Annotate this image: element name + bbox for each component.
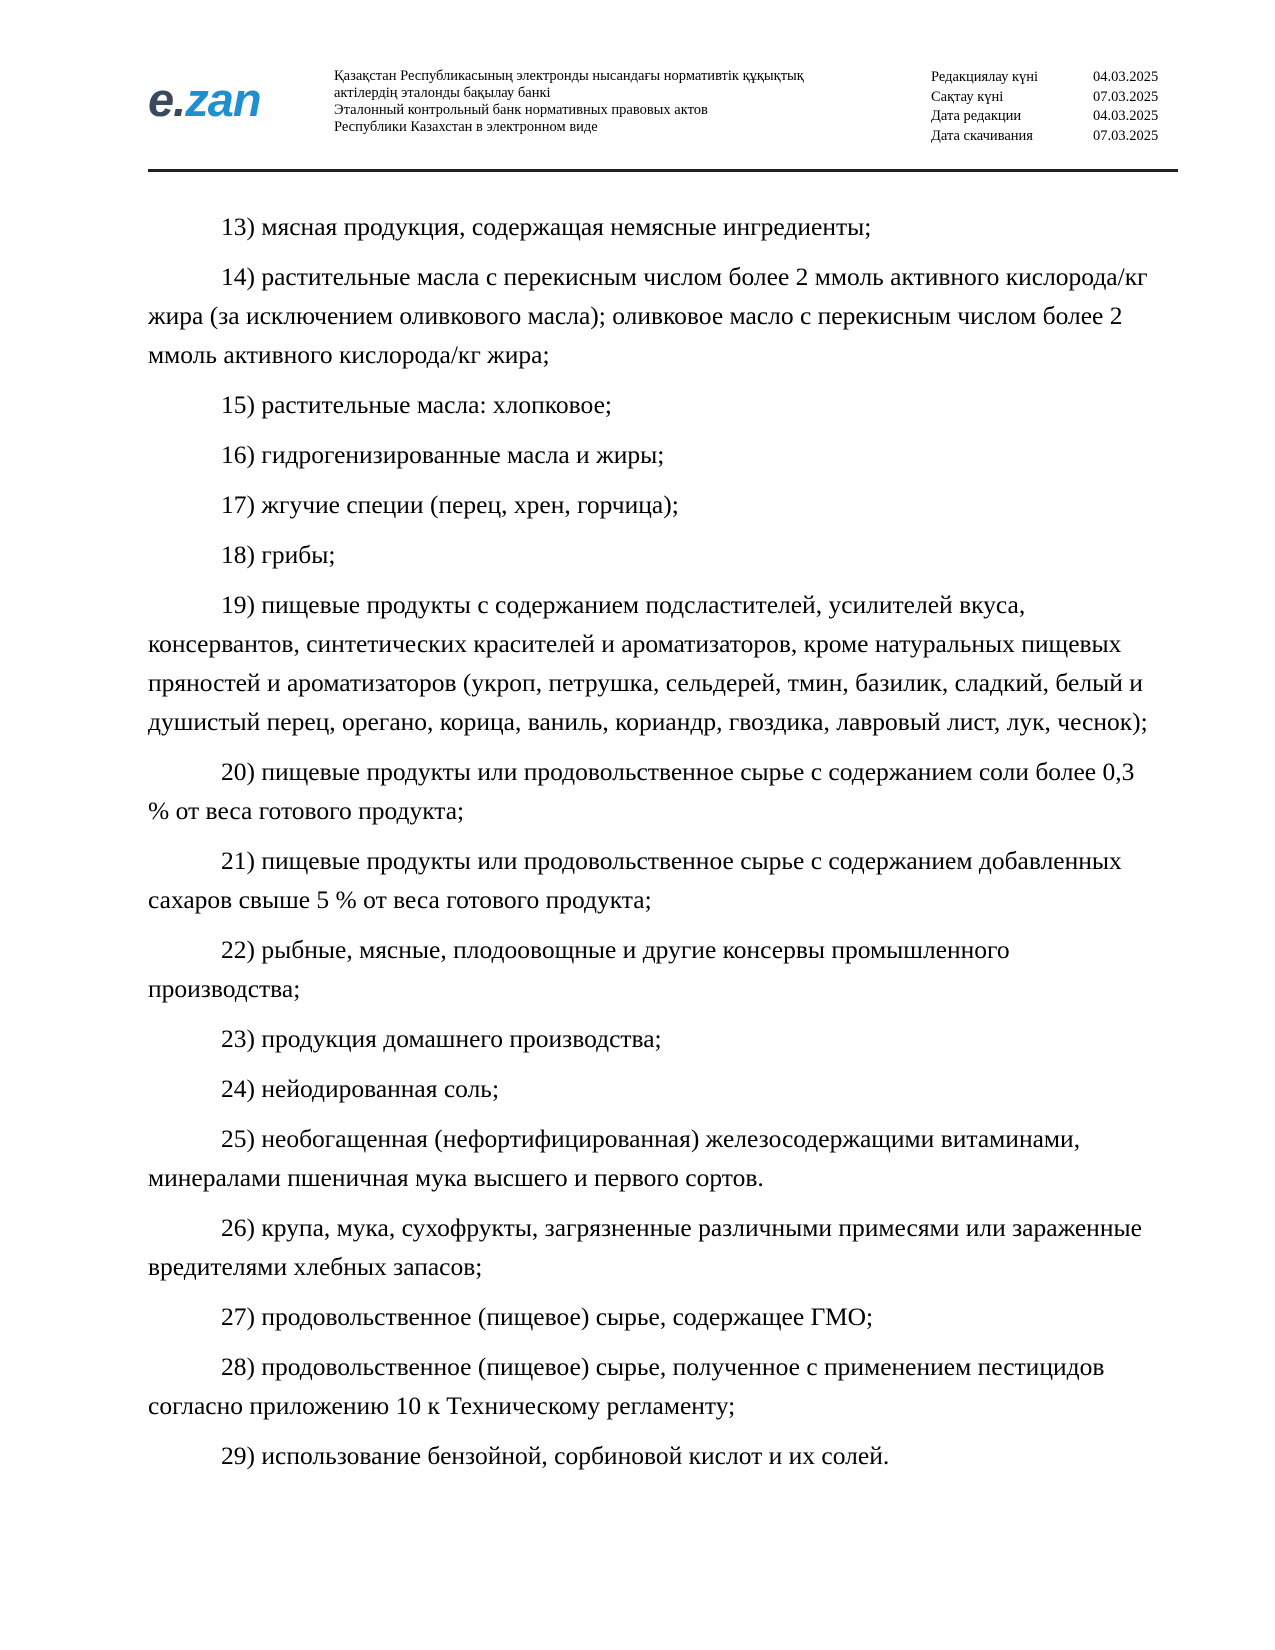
list-item: 16) гидрогенизированные масла и жиры; bbox=[221, 440, 665, 469]
header-divider bbox=[148, 169, 1178, 172]
list-item: 25) необогащенная (нефортифицированная) железосодержащими витаминами, минералами пшеничная мука высшего и первого сортов. bbox=[148, 1124, 1081, 1192]
list-item: 21) пищевые продукты или продовольственное сырье с содержанием добавленных сахаров свыше 5 % от веса готового продукта; bbox=[148, 846, 1122, 914]
header-title-line: актілердің эталонды бақылау банкі bbox=[334, 85, 551, 101]
meta-value: 04.03.2025 bbox=[1093, 108, 1159, 124]
list-item: 22) рыбные, мясные, плодоовощные и другие консервы промышленного производства; bbox=[148, 935, 1010, 1003]
document-header bbox=[148, 66, 1178, 166]
list-item: 19) пищевые продукты с содержанием подсластителей, усилителей вкуса, консервантов, синтетических красителей и ароматизаторов, кроме натуральных пищевых пряностей и ароматизаторов (укроп, петрушка, сельдерей, тмин, базилик, сладкий, белый и душистый перец, орегано, корица, ваниль, кориандр, гвоздика, лавровый лист, лук, чеснок); bbox=[148, 590, 1148, 736]
meta-row bbox=[931, 68, 1183, 88]
list-item: 18) грибы; bbox=[221, 540, 336, 569]
header-title bbox=[334, 68, 904, 136]
meta-value: 07.03.2025 bbox=[1093, 127, 1159, 144]
list-item: 28) продовольственное (пищевое) сырье, полученное с применением пестицидов согласно приложению 10 к Техническому регламенту; bbox=[148, 1352, 1105, 1420]
meta-row bbox=[931, 88, 1183, 108]
header-title-line: Қазақстан Республикасының электронды нысандағы нормативтік құқықтық bbox=[334, 68, 804, 84]
header-title-line: Эталонный контрольный банк нормативных правовых актов bbox=[334, 102, 708, 118]
list-item: 14) растительные масла с перекисным числом более 2 ммоль активного кислорода/кг жира (за исключением оливкового масла); оливковое масло с перекисным числом более 2 ммоль активного кислорода/кг жира; bbox=[148, 262, 1148, 369]
list-item: 15) растительные масла: хлопковое; bbox=[221, 390, 612, 419]
meta-label: Дата редакции bbox=[931, 108, 1022, 124]
meta-value: 04.03.2025 bbox=[1093, 69, 1159, 85]
meta-label: Сақтау күні bbox=[931, 88, 1004, 105]
meta-value: 07.03.2025 bbox=[1093, 88, 1159, 105]
meta-row bbox=[931, 107, 1183, 127]
list-item: 29) использование бензойной, сорбиновой кислот и их солей. bbox=[221, 1441, 890, 1470]
meta-label: Дата скачивания bbox=[931, 127, 1033, 144]
document-body bbox=[148, 207, 1158, 1486]
list-item: 27) продовольственное (пищевое) сырье, содержащее ГМО; bbox=[221, 1302, 874, 1331]
list-item: 26) крупа, мука, сухофрукты, загрязненные различными примесями или зараженные вредителями хлебных запасов; bbox=[148, 1213, 1142, 1281]
ezan-logo: e.zan bbox=[148, 73, 261, 126]
meta-row bbox=[931, 127, 1183, 147]
list-item: 23) продукция домашнего производства; bbox=[221, 1024, 662, 1053]
list-item: 20) пищевые продукты или продовольственное сырье с содержанием соли более 0,3 % от веса готового продукта; bbox=[148, 757, 1135, 825]
meta-label: Редакциялау күні bbox=[931, 69, 1039, 85]
list-item: 17) жгучие специи (перец, хрен, горчица); bbox=[221, 490, 679, 519]
list-item: 13) мясная продукция, содержащая немясные ингредиенты; bbox=[221, 212, 872, 241]
header-title-line: Республики Казахстан в электронном виде bbox=[334, 119, 598, 135]
list-item: 24) нейодированная соль; bbox=[221, 1074, 500, 1103]
header-meta bbox=[931, 68, 1183, 146]
